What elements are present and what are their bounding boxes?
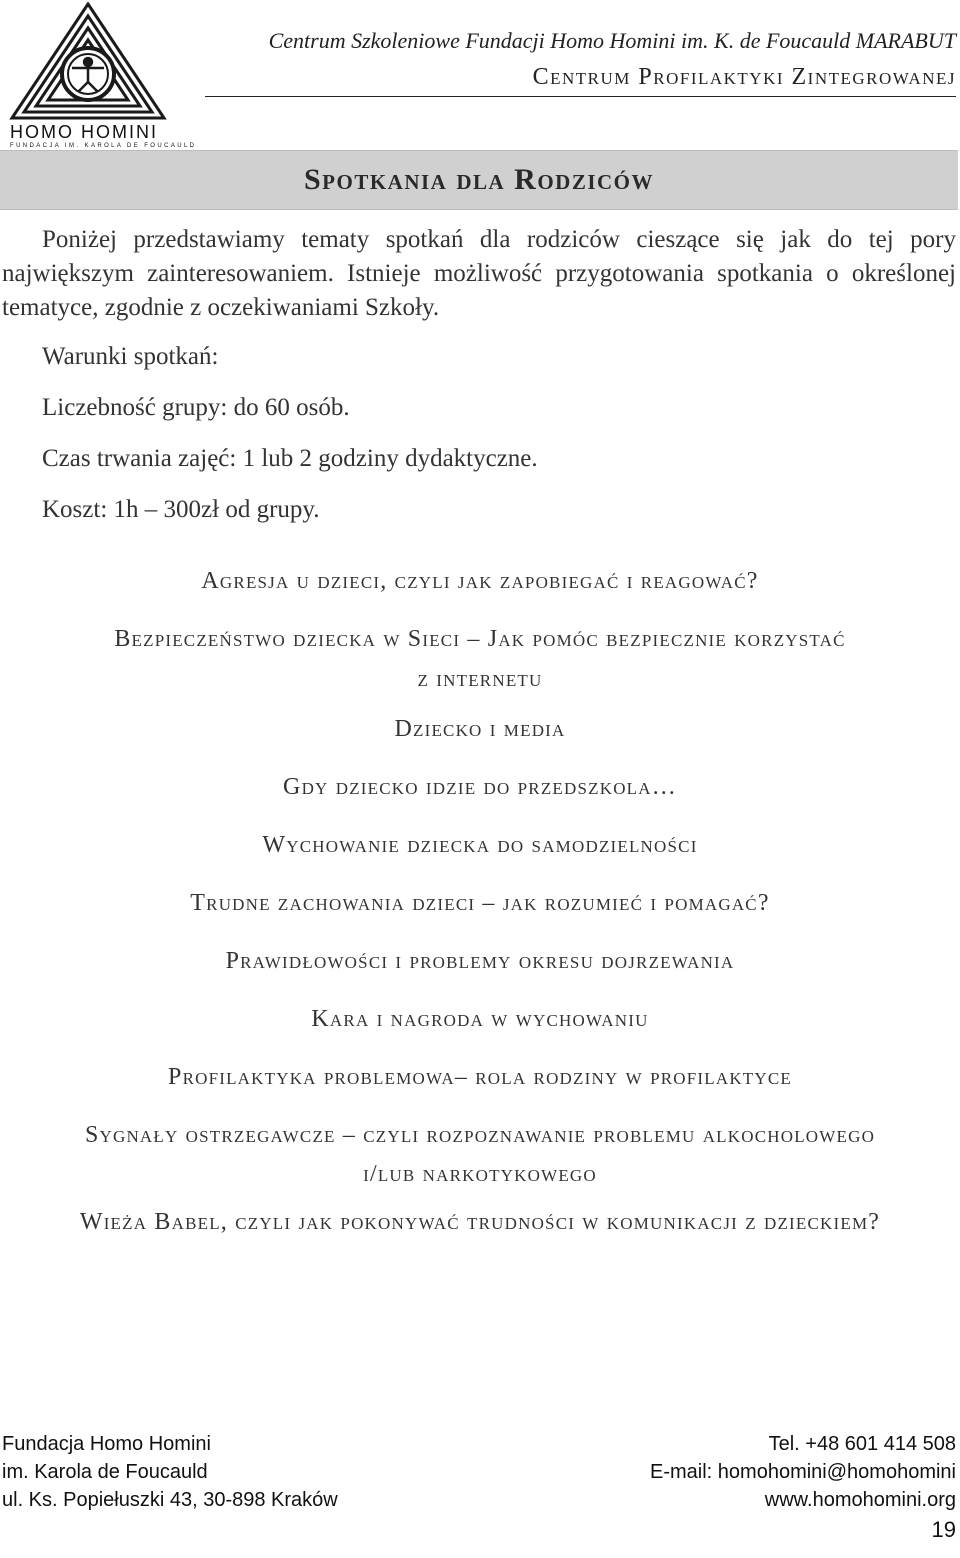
footer-email: E-mail: homohomini@homohomini xyxy=(650,1461,956,1483)
topic-item: Profilaktyka problemowa– rola rodziny w profilaktyce xyxy=(168,1064,792,1090)
footer-address xyxy=(2,1430,338,1514)
header-line-1: Centrum Szkoleniowe Fundacji Homo Homini im. K. de Foucauld MARABUT xyxy=(268,28,956,53)
logo-emblem-icon xyxy=(8,2,168,122)
intro-text: Poniżej przedstawiamy tematy spotkań dla rodziców cieszące się jak do tej pory największym zainteresowaniem. Istnieje możliwość przygotowania spotkania o określonej tematyce, zgodnie z oczekiwaniami Szkoły. xyxy=(2,226,956,321)
page-number: 19 xyxy=(931,1517,956,1542)
header-divider xyxy=(205,96,956,97)
footer-phone: Tel. +48 601 414 508 xyxy=(768,1433,956,1455)
footer-website[interactable]: www.homohomini.org xyxy=(764,1489,956,1511)
logo-name: HOMO HOMINI xyxy=(10,122,158,142)
condition-cost: Koszt: 1h – 300zł od grupy. xyxy=(42,496,320,523)
topic-item: Wychowanie dziecka do samodzielności xyxy=(262,832,698,858)
topic-item: Wieża Babel, czyli jak pokonywać trudności w komunikacji z dzieckiem? xyxy=(79,1209,881,1235)
section-title-band xyxy=(0,150,958,210)
conditions-heading: Warunki spotkań: xyxy=(42,343,219,370)
topic-item: Dziecko i media xyxy=(394,716,566,742)
topic-item: Bezpieczeństwo dziecka w Sieci – Jak pomóc bezpiecznie korzystać xyxy=(114,626,846,652)
topic-item-continuation: z internetu xyxy=(417,666,543,692)
foundation-logo xyxy=(8,2,197,152)
topic-item: Gdy dziecko idzie do przedszkola… xyxy=(283,774,677,800)
topic-item: Trudne zachowania dzieci – jak rozumieć i pomagać? xyxy=(190,890,770,916)
intro-paragraph xyxy=(2,223,956,325)
condition-group-size: Liczebność grupy: do 60 osób. xyxy=(42,394,350,421)
topic-item: Sygnały ostrzegawcze – czyli rozpoznawanie problemu alkocholowego xyxy=(84,1122,876,1148)
footer-org-patron: im. Karola de Foucauld xyxy=(2,1461,208,1483)
topic-item-continuation: i/lub narkotykowego xyxy=(363,1161,597,1187)
logo-subtitle: FUNDACJA IM. KAROLA DE FOUCAULD xyxy=(10,143,197,149)
topic-item: Kara i nagroda w wychowaniu xyxy=(311,1006,649,1032)
condition-duration: Czas trwania zajęć: 1 lub 2 godziny dydaktyczne. xyxy=(42,445,538,472)
topic-item: Prawidłowości i problemy okresu dojrzewania xyxy=(225,948,735,974)
footer-street: ul. Ks. Popiełuszki 43, 30-898 Kraków xyxy=(2,1489,338,1511)
meeting-conditions xyxy=(42,340,538,544)
footer-contact xyxy=(650,1430,956,1514)
topic-item: Agresja u dzieci, czyli jak zapobiegać i reagować? xyxy=(201,568,759,594)
header-line-2: Centrum Profilaktyki Zintegrowanej xyxy=(532,64,956,90)
section-title: Spotkania dla Rodziców xyxy=(303,163,655,196)
footer-org-name: Fundacja Homo Homini xyxy=(2,1433,211,1455)
